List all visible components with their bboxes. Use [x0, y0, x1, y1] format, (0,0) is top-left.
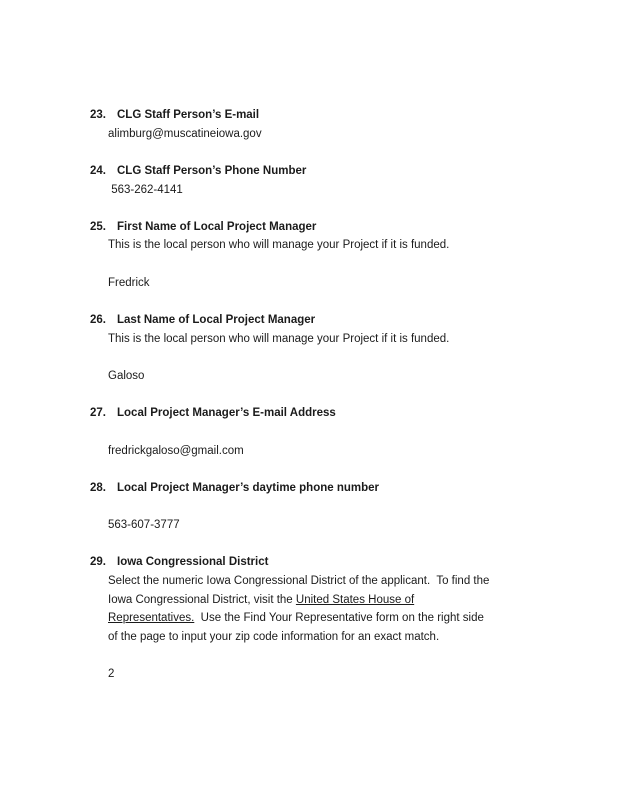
- question-answer: Galoso: [108, 369, 145, 382]
- spacer-line: [90, 535, 560, 554]
- spacer-line: [90, 647, 560, 666]
- question-title: CLG Staff Person’s Phone Number: [117, 164, 307, 177]
- spacer-line: [90, 255, 560, 274]
- question-answer: 563-262-4141: [108, 183, 183, 196]
- description-text: Use the Find Your Representative form on the right side: [194, 612, 484, 625]
- question-item: [90, 404, 560, 479]
- question-description-line: [90, 609, 560, 628]
- question-answer: fredrickgaloso@gmail.com: [108, 444, 244, 457]
- question-heading: [90, 218, 560, 237]
- question-item: [90, 218, 560, 311]
- question-item: [90, 553, 560, 665]
- question-number: 26.: [90, 314, 106, 327]
- question-description-line: [90, 330, 560, 349]
- question-title: Local Project Manager’s E-mail Address: [117, 407, 336, 420]
- question-title: CLG Staff Person’s E-mail: [117, 109, 260, 121]
- spacer-line: [90, 143, 560, 162]
- question-answer: 563-607-3777: [108, 519, 180, 532]
- description-text: This is the local person who will manage your Project if it is funded.: [108, 332, 450, 345]
- question-description-line: [90, 628, 560, 647]
- question-number: 25.: [90, 220, 106, 233]
- spacer-line: [90, 292, 560, 311]
- united-states-house-link[interactable]: Representatives.: [108, 612, 195, 625]
- description-text: Select the numeric Iowa Congressional District of the applicant. To find the: [108, 575, 490, 588]
- spacer-line: [90, 348, 560, 367]
- question-heading: [90, 106, 560, 125]
- spacer-line: [90, 497, 560, 516]
- question-description-line: [90, 591, 560, 610]
- question-title: Local Project Manager’s daytime phone number: [117, 481, 380, 494]
- page-number: 2: [108, 668, 115, 681]
- question-description-line: [90, 236, 560, 255]
- document-content: [90, 106, 560, 684]
- question-number: 29.: [90, 556, 106, 569]
- question-title: Last Name of Local Project Manager: [117, 314, 316, 327]
- question-number: 27.: [90, 407, 106, 420]
- spacer-line: [90, 423, 560, 442]
- question-title: Iowa Congressional District: [117, 556, 269, 569]
- description-text: This is the local person who will manage your Project if it is funded.: [108, 239, 450, 252]
- spacer-line: [90, 460, 560, 479]
- spacer-line: [90, 199, 560, 218]
- question-description-line: [90, 572, 560, 591]
- question-number: 24.: [90, 164, 106, 177]
- question-heading: [90, 311, 560, 330]
- spacer-line: [90, 386, 560, 405]
- description-text: of the page to input your zip code information for an exact match.: [108, 630, 440, 643]
- question-heading: [90, 479, 560, 498]
- question-heading: [90, 162, 560, 181]
- question-item: [90, 162, 560, 218]
- question-number: 28.: [90, 481, 106, 494]
- question-item: [90, 311, 560, 404]
- question-item: [90, 106, 560, 162]
- question-number: 23.: [90, 109, 106, 121]
- question-heading: [90, 404, 560, 423]
- question-title: First Name of Local Project Manager: [117, 220, 317, 233]
- united-states-house-link[interactable]: United States House of: [295, 593, 415, 606]
- question-answer: alimburg@muscatineiowa.gov: [108, 127, 262, 140]
- question-heading: [90, 553, 560, 572]
- question-answer: Fredrick: [108, 276, 150, 289]
- description-text: Iowa Congressional District, visit the: [108, 593, 296, 606]
- question-item: [90, 479, 560, 554]
